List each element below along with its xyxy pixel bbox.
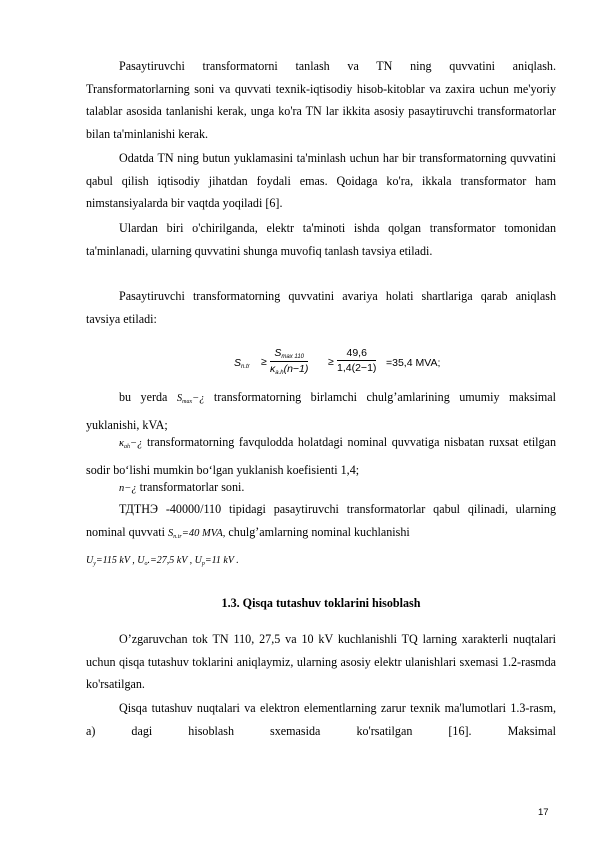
paragraph-kah-definition: $\kappa_{ah}-¿$ transformatorning favqulodda holatdagi nominal quvvatiga nisbatan ruxsat etilgan sodir bo‘lishi mumkin bo‘lgan yuklanish koefisienti 1,4; xyxy=(86,435,557,477)
transformer-power-formula xyxy=(234,347,494,379)
paragraph-n-definition: n−¿ transformatorlar soni. xyxy=(119,480,245,494)
paragraph-accepted-transformer: ТДТНЭ -40000/110 tipidagi pasaytiruvchi transformatorlar qabul qilinadi, ularning nominal quvvati $S_{n.tr}=40$ MVA, chulg’amlarning nominal kuchlanishi $U_y=115$ kV , $U_o.=27,5$ kV , $U_p=11$ kV . xyxy=(86,502,556,567)
formula-fraction-1: $S_{max 110}$ $\kappa_{a.h}(n-1)$ xyxy=(270,347,309,376)
formula-geq-sign: ≥ xyxy=(261,356,267,368)
formula-lhs: $S_{n.tr}$ xyxy=(234,357,250,370)
paragraph-power-supply: Ulardan biri o'chirilganda, elektr ta'minoti ishda qolgan transformator tomonidan ta'minlanadi, ularning quvvatini shunga muvofiq tanlash tavsiya etiladi. xyxy=(86,221,556,258)
formula-geq-sign: ≥ xyxy=(328,356,334,368)
paragraph-transformer-selection: Pasaytiruvchi transformatorni tanlash va TN ning quvvatini aniqlash. Transformatorlarning soni va quvvati texnik-iqtisodiy hisob-kitoblar va zaxira uchun me'yoriy talablar asosida tanlanishi kerak, unga ko'ra TN lar ikkita asosiy pasaytiruvchi transformatorlar bilan ta'minlanishi kerak. xyxy=(86,59,556,141)
page-number: 17 xyxy=(538,807,549,818)
voltage-values: $U_y=115$ kV , $U_o.=27,5$ kV , $U_p=11$ kV . xyxy=(86,555,239,567)
section-heading: 1.3. Qisqa tutashuv toklarini hisoblash xyxy=(221,596,421,610)
paragraph-load-distribution: Odatda TN ning butun yuklamasini ta'minlash uchun har bir transformatorning quvvatini qabul qilish iqtisodiy jihatdan foydali emas. Qoidaga ko'ra, ikkala transformator ham nimstansiyalarda bir vaqtda yoqiladi [6]. xyxy=(86,151,556,210)
paragraph-short-circuit-points: O’zgaruvchan tok TN 110, 27,5 va 10 kV kuchlanishli TQ larning xarakterli nuqtalari uchun qisqa tutashuv toklarini aniqlaymiz, ularning asosiy elektr ulanishlari sxemasi 1.2-rasmda ko'rsatilgan. xyxy=(86,632,556,691)
paragraph-smax-definition: bu yerda $S_{max}-¿$ transformatorning birlamchi chulg’amlarining umumiy maksimal yuklanishi, kVA; xyxy=(86,390,556,432)
formula-result: =35,4 MVA; xyxy=(386,357,441,369)
paragraph-short-circuit-data: Qisqa tutashuv nuqtalari va elektron elementlarning zarur texnik ma'lumotlari 1.3-rasm, a) dagi hisoblash sxemasida ko'rsatilgan [16]. Maksimal xyxy=(86,701,556,738)
formula-fraction-2: $\frac{49,6}{1,4(2-1)}$ xyxy=(337,347,377,374)
paragraph-emergency-condition: Pasaytiruvchi transformatorning quvvatini avariya holati shartlariga qarab aniqlash tavsiya etiladi: xyxy=(86,289,556,326)
